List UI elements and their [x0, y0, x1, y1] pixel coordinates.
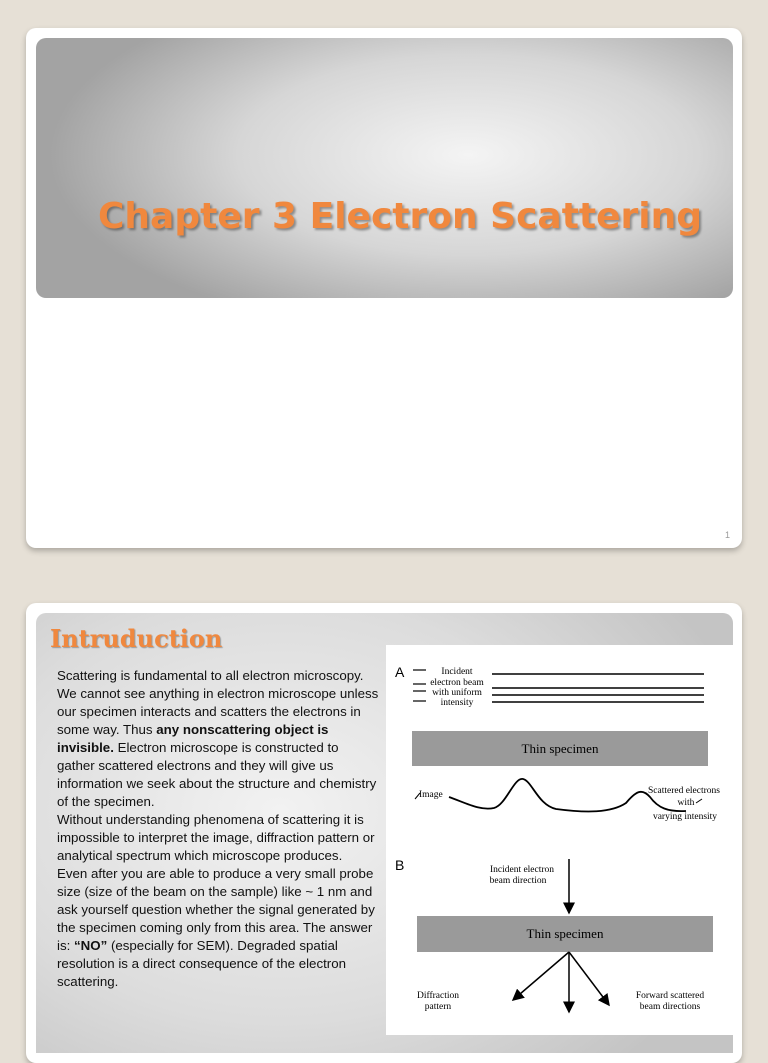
- panel-a-letter: A: [395, 664, 405, 680]
- scattered-label-line: with: [677, 798, 695, 808]
- paragraph-2: [57, 811, 379, 865]
- panel-b-letter: B: [395, 857, 405, 873]
- paragraph-3-text-end: (especially for SEM). Degraded spatial resolution is a direct consequence of the electron scattering.: [57, 938, 347, 989]
- scattering-diagram: [386, 645, 733, 1035]
- diffraction-label-line: pattern: [424, 1002, 452, 1012]
- section-title: Intruduction: [50, 624, 223, 653]
- diffraction-arrow: [513, 952, 569, 1000]
- paragraph-1-emphasis: any nonscattering object is invisible.: [57, 722, 329, 755]
- forward-label-line: Forward scattered: [635, 991, 705, 1001]
- image-label: Image: [419, 790, 443, 800]
- content-slide: [26, 603, 742, 1063]
- slide-title: Chapter 3 Electron Scattering: [98, 196, 703, 237]
- paragraph-3-emphasis: “NO”: [74, 938, 108, 953]
- paragraph-1-text-end: Electron microscope is constructed to gather scattered electrons and they will give us information we seek about the structure and chemistry of the specimen.: [57, 740, 377, 809]
- scattered-label-line: varying intensity: [652, 812, 718, 822]
- forward-label-line: beam directions: [639, 1002, 701, 1012]
- slide-number: 1: [724, 530, 730, 540]
- paragraph-3-text: Even after you are able to produce a very small probe size (size of the beam on the sample) like ~ 1 nm and ask yourself question whether the signal generated by the specimen coming only from this area. The answer is:: [57, 866, 375, 953]
- incident-label-line: with uniform: [432, 688, 482, 698]
- paragraph-3: [57, 865, 379, 991]
- title-slide: [26, 28, 742, 548]
- content-background: [36, 613, 733, 1053]
- paragraph-2-text: Without understanding phenomena of scattering it is impossible to interpret the image, diffraction pattern or analytical spectrum which microscope produces.: [57, 812, 375, 863]
- thin-specimen-a-label: Thin specimen: [521, 741, 599, 756]
- incident-direction-label-line: beam direction: [489, 876, 547, 886]
- scattered-tick: [696, 799, 702, 803]
- incident-direction-label-line: Incident electron: [489, 865, 555, 875]
- thin-specimen-b-label: Thin specimen: [526, 926, 604, 941]
- incident-label-line: Incident: [441, 667, 473, 677]
- paragraph-1-text: Scattering is fundamental to all electron microscopy. We cannot see anything in electron microscope unless our specimen interacts and scatters the electrons in some way. Thus: [57, 668, 379, 737]
- paragraph-1: [57, 667, 379, 811]
- scattered-label-line: Scattered electrons: [647, 786, 721, 796]
- scattering-figure: [386, 645, 733, 1035]
- diffraction-label-line: Diffraction: [416, 991, 460, 1001]
- body-text: [57, 667, 379, 991]
- incident-label-line: electron beam: [430, 678, 484, 688]
- forward-scatter-arrow: [569, 952, 609, 1005]
- title-banner: [36, 38, 733, 298]
- incident-label-line: intensity: [440, 698, 474, 708]
